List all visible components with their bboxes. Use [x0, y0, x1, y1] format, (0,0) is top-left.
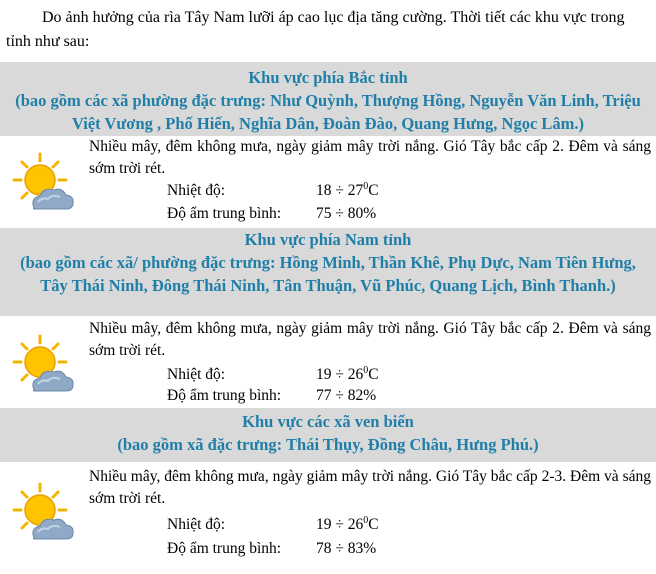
temperature-value: $18 \div 27^0C$	[316, 180, 379, 199]
forecast-description: Nhiều mây, đêm không mưa, ngày giảm mây trời nắng. Gió Tây bắc cấp 2-3. Đêm và sáng sớm trời rét.	[89, 468, 651, 507]
intro-paragraph: Do ảnh hưởng của rìa Tây Nam lưỡi áp cao lục địa tăng cường. Thời tiết các khu vực trong tỉnh như sau:	[6, 9, 625, 50]
humidity-label: Độ ẩm trung bình:	[167, 387, 282, 404]
region-subtitle: (bao gồm các xã/ phường đặc trưng: Hồng Minh, Thần Khê, Phụ Dực, Nam Tiên Hưng, Tây Thái Ninh, Đông Thái Ninh, Tân Thuận, Vũ Phúc, Quang Lịch, Bình Thanh.)	[20, 253, 636, 295]
region-title: Khu vực phía Bắc tỉnh	[248, 68, 408, 87]
region-subtitle: (bao gồm xã đặc trưng: Thái Thụy, Đồng Châu, Hưng Phú.)	[117, 435, 539, 454]
partly-cloudy-sun-icon	[10, 150, 76, 216]
temperature-value: $19 \div 26^0C$	[316, 364, 379, 383]
partly-cloudy-sun-icon	[10, 480, 76, 546]
region-north-forecast	[0, 136, 656, 228]
region-coastal-forecast	[0, 466, 656, 570]
forecast-description: Nhiều mây, đêm không mưa, ngày giảm mây trời nắng. Gió Tây bắc cấp 2. Đêm và sáng sớm trời rét.	[89, 320, 651, 359]
humidity-label: Độ ẩm trung bình:	[167, 540, 282, 557]
humidity-label: Độ ẩm trung bình:	[167, 205, 282, 222]
humidity-value: 77 ÷ 82%	[316, 387, 377, 404]
region-north-header	[0, 62, 656, 136]
region-title: Khu vực các xã ven biển	[242, 412, 414, 431]
region-south-header	[0, 228, 656, 316]
forecast-description: Nhiều mây, đêm không mưa, ngày giảm mây trời nắng. Gió Tây bắc cấp 2. Đêm và sáng sớm trời rét.	[89, 138, 651, 177]
region-coastal-header	[0, 408, 656, 462]
region-title: Khu vực phía Nam tỉnh	[244, 230, 412, 249]
temperature-label: Nhiệt độ:	[167, 182, 226, 199]
humidity-value: 78 ÷ 83%	[316, 540, 377, 557]
region-subtitle: (bao gồm các xã phường đặc trưng: Như Quỳnh, Thượng Hồng, Nguyễn Văn Linh, Triệu Việt Vương , Phố Hiến, Nghĩa Dân, Đoàn Đào, Quang Hưng, Ngọc Lâm.)	[15, 91, 641, 133]
temperature-label: Nhiệt độ:	[167, 516, 226, 533]
region-south-forecast	[0, 318, 656, 406]
humidity-value: 75 ÷ 80%	[316, 205, 377, 222]
temperature-value: $19 \div 26^0C$	[316, 514, 379, 533]
partly-cloudy-sun-icon	[10, 332, 76, 398]
temperature-label: Nhiệt độ:	[167, 366, 226, 383]
